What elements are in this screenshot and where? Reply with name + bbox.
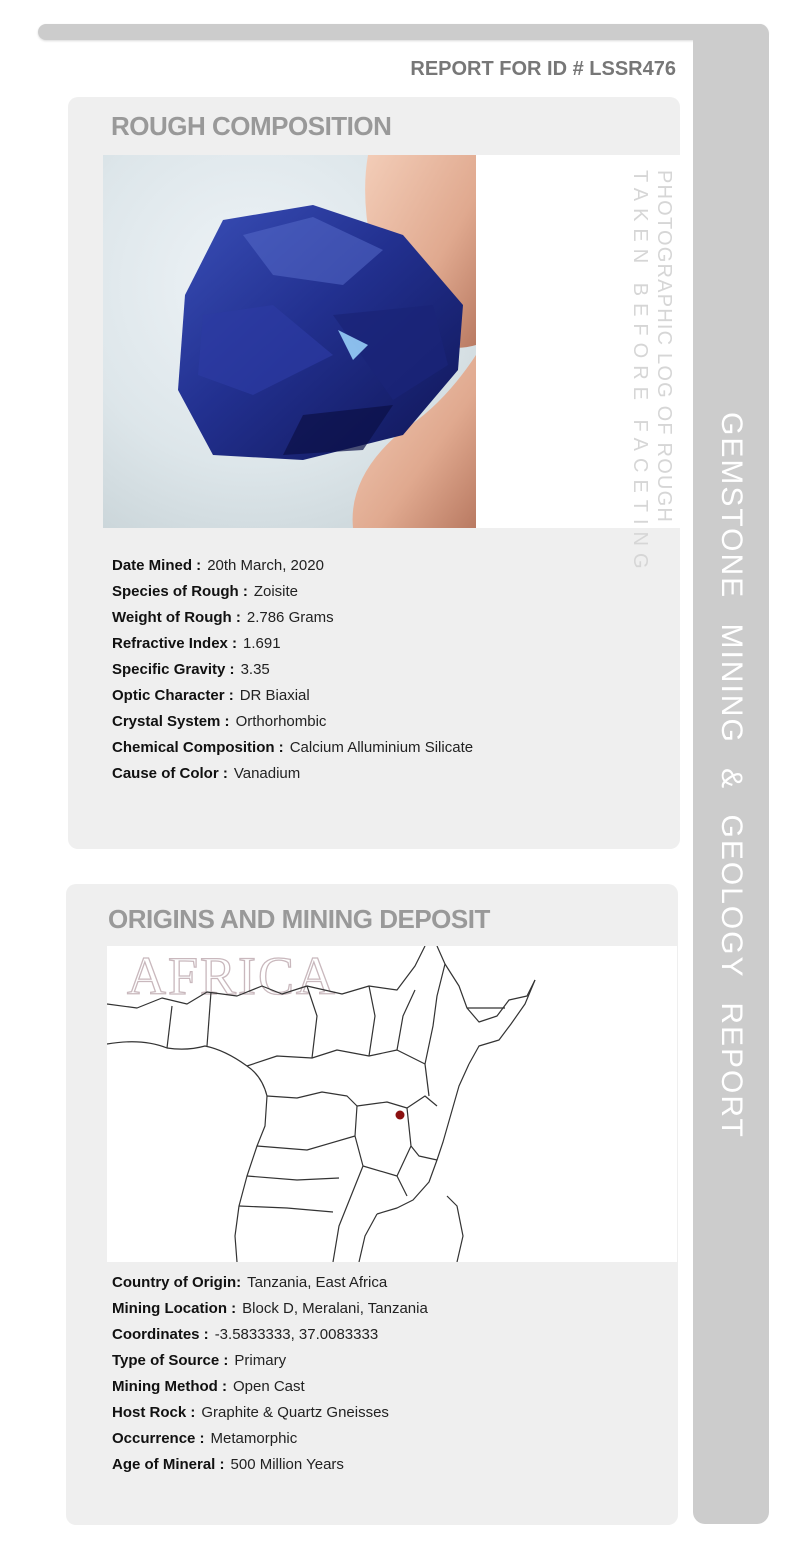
field-value: Zoisite	[253, 583, 299, 600]
field-value: Open Cast	[232, 1378, 305, 1395]
field-label: Refractive Index :	[112, 635, 238, 652]
field-value: 3.35	[240, 661, 270, 678]
report-id: REPORT FOR ID # LSSR476	[410, 58, 676, 80]
field-label: Weight of Rough :	[112, 609, 241, 626]
field-weight	[112, 605, 473, 631]
field-optic-character	[112, 683, 473, 709]
field-value: Orthorhombic	[235, 713, 327, 730]
map-africa-label: AFRICA	[127, 946, 338, 1006]
field-label: Host Rock :	[112, 1404, 196, 1421]
field-refractive-index	[112, 631, 473, 657]
field-label: Mining Method :	[112, 1378, 227, 1395]
field-label: Chemical Composition :	[112, 739, 284, 756]
africa-map	[107, 946, 677, 1262]
field-species	[112, 579, 473, 605]
field-host-rock	[112, 1400, 428, 1426]
field-type-of-source	[112, 1348, 428, 1374]
field-value: Vanadium	[233, 765, 301, 782]
field-label: Mining Location :	[112, 1300, 237, 1317]
photo-caption-line-1: PHOTOGRAPHIC LOG OF ROUGH	[653, 170, 675, 523]
field-label: Country of Origin:	[112, 1274, 242, 1291]
field-value: Graphite & Quartz Gneisses	[201, 1404, 389, 1421]
rough-composition-title: ROUGH COMPOSITION	[111, 111, 392, 141]
field-date-mined	[112, 553, 473, 579]
field-country-of-origin	[112, 1270, 428, 1296]
field-value: DR Biaxial	[239, 687, 310, 704]
field-value: Metamorphic	[210, 1430, 298, 1447]
field-label: Occurrence :	[112, 1430, 205, 1447]
rough-fields	[112, 553, 473, 787]
field-label: Specific Gravity :	[112, 661, 235, 678]
field-label: Optic Character :	[112, 687, 234, 704]
field-value: Block D, Meralani, Tanzania	[242, 1300, 428, 1317]
field-value: Tanzania, East Africa	[247, 1274, 388, 1291]
mine-location-marker	[396, 1111, 405, 1120]
side-report-title: GEMSTONE MINING & GEOLOGY REPORT	[715, 412, 748, 1139]
photo-caption	[628, 170, 676, 576]
field-age-of-mineral	[112, 1452, 428, 1478]
field-label: Coordinates :	[112, 1326, 209, 1343]
field-mining-location	[112, 1296, 428, 1322]
field-specific-gravity	[112, 657, 473, 683]
field-chemical-composition	[112, 735, 473, 761]
field-mining-method	[112, 1374, 428, 1400]
origin-fields	[112, 1270, 428, 1478]
field-label: Cause of Color :	[112, 765, 228, 782]
field-label: Type of Source :	[112, 1352, 229, 1369]
origins-title: ORIGINS AND MINING DEPOSIT	[108, 904, 490, 934]
field-value: 500 Million Years	[230, 1456, 344, 1473]
field-cause-of-color	[112, 761, 473, 787]
field-label: Crystal System :	[112, 713, 230, 730]
field-value: 1.691	[243, 635, 281, 652]
field-label: Age of Mineral :	[112, 1456, 225, 1473]
field-value: -3.5833333, 37.0083333	[214, 1326, 379, 1343]
field-label: Date Mined :	[112, 557, 202, 574]
field-crystal-system	[112, 709, 473, 735]
field-value: 2.786 Grams	[246, 609, 334, 626]
field-coordinates	[112, 1322, 428, 1348]
field-value: 20th March, 2020	[207, 557, 324, 574]
rough-gemstone-photo	[103, 155, 476, 528]
field-value: Primary	[234, 1352, 287, 1369]
field-value: Calcium Alluminium Silicate	[289, 739, 474, 756]
field-occurrence	[112, 1426, 428, 1452]
photo-caption-line-2: TAKEN BEFORE FACETING	[629, 170, 651, 576]
top-bar	[38, 24, 768, 40]
field-label: Species of Rough :	[112, 583, 248, 600]
